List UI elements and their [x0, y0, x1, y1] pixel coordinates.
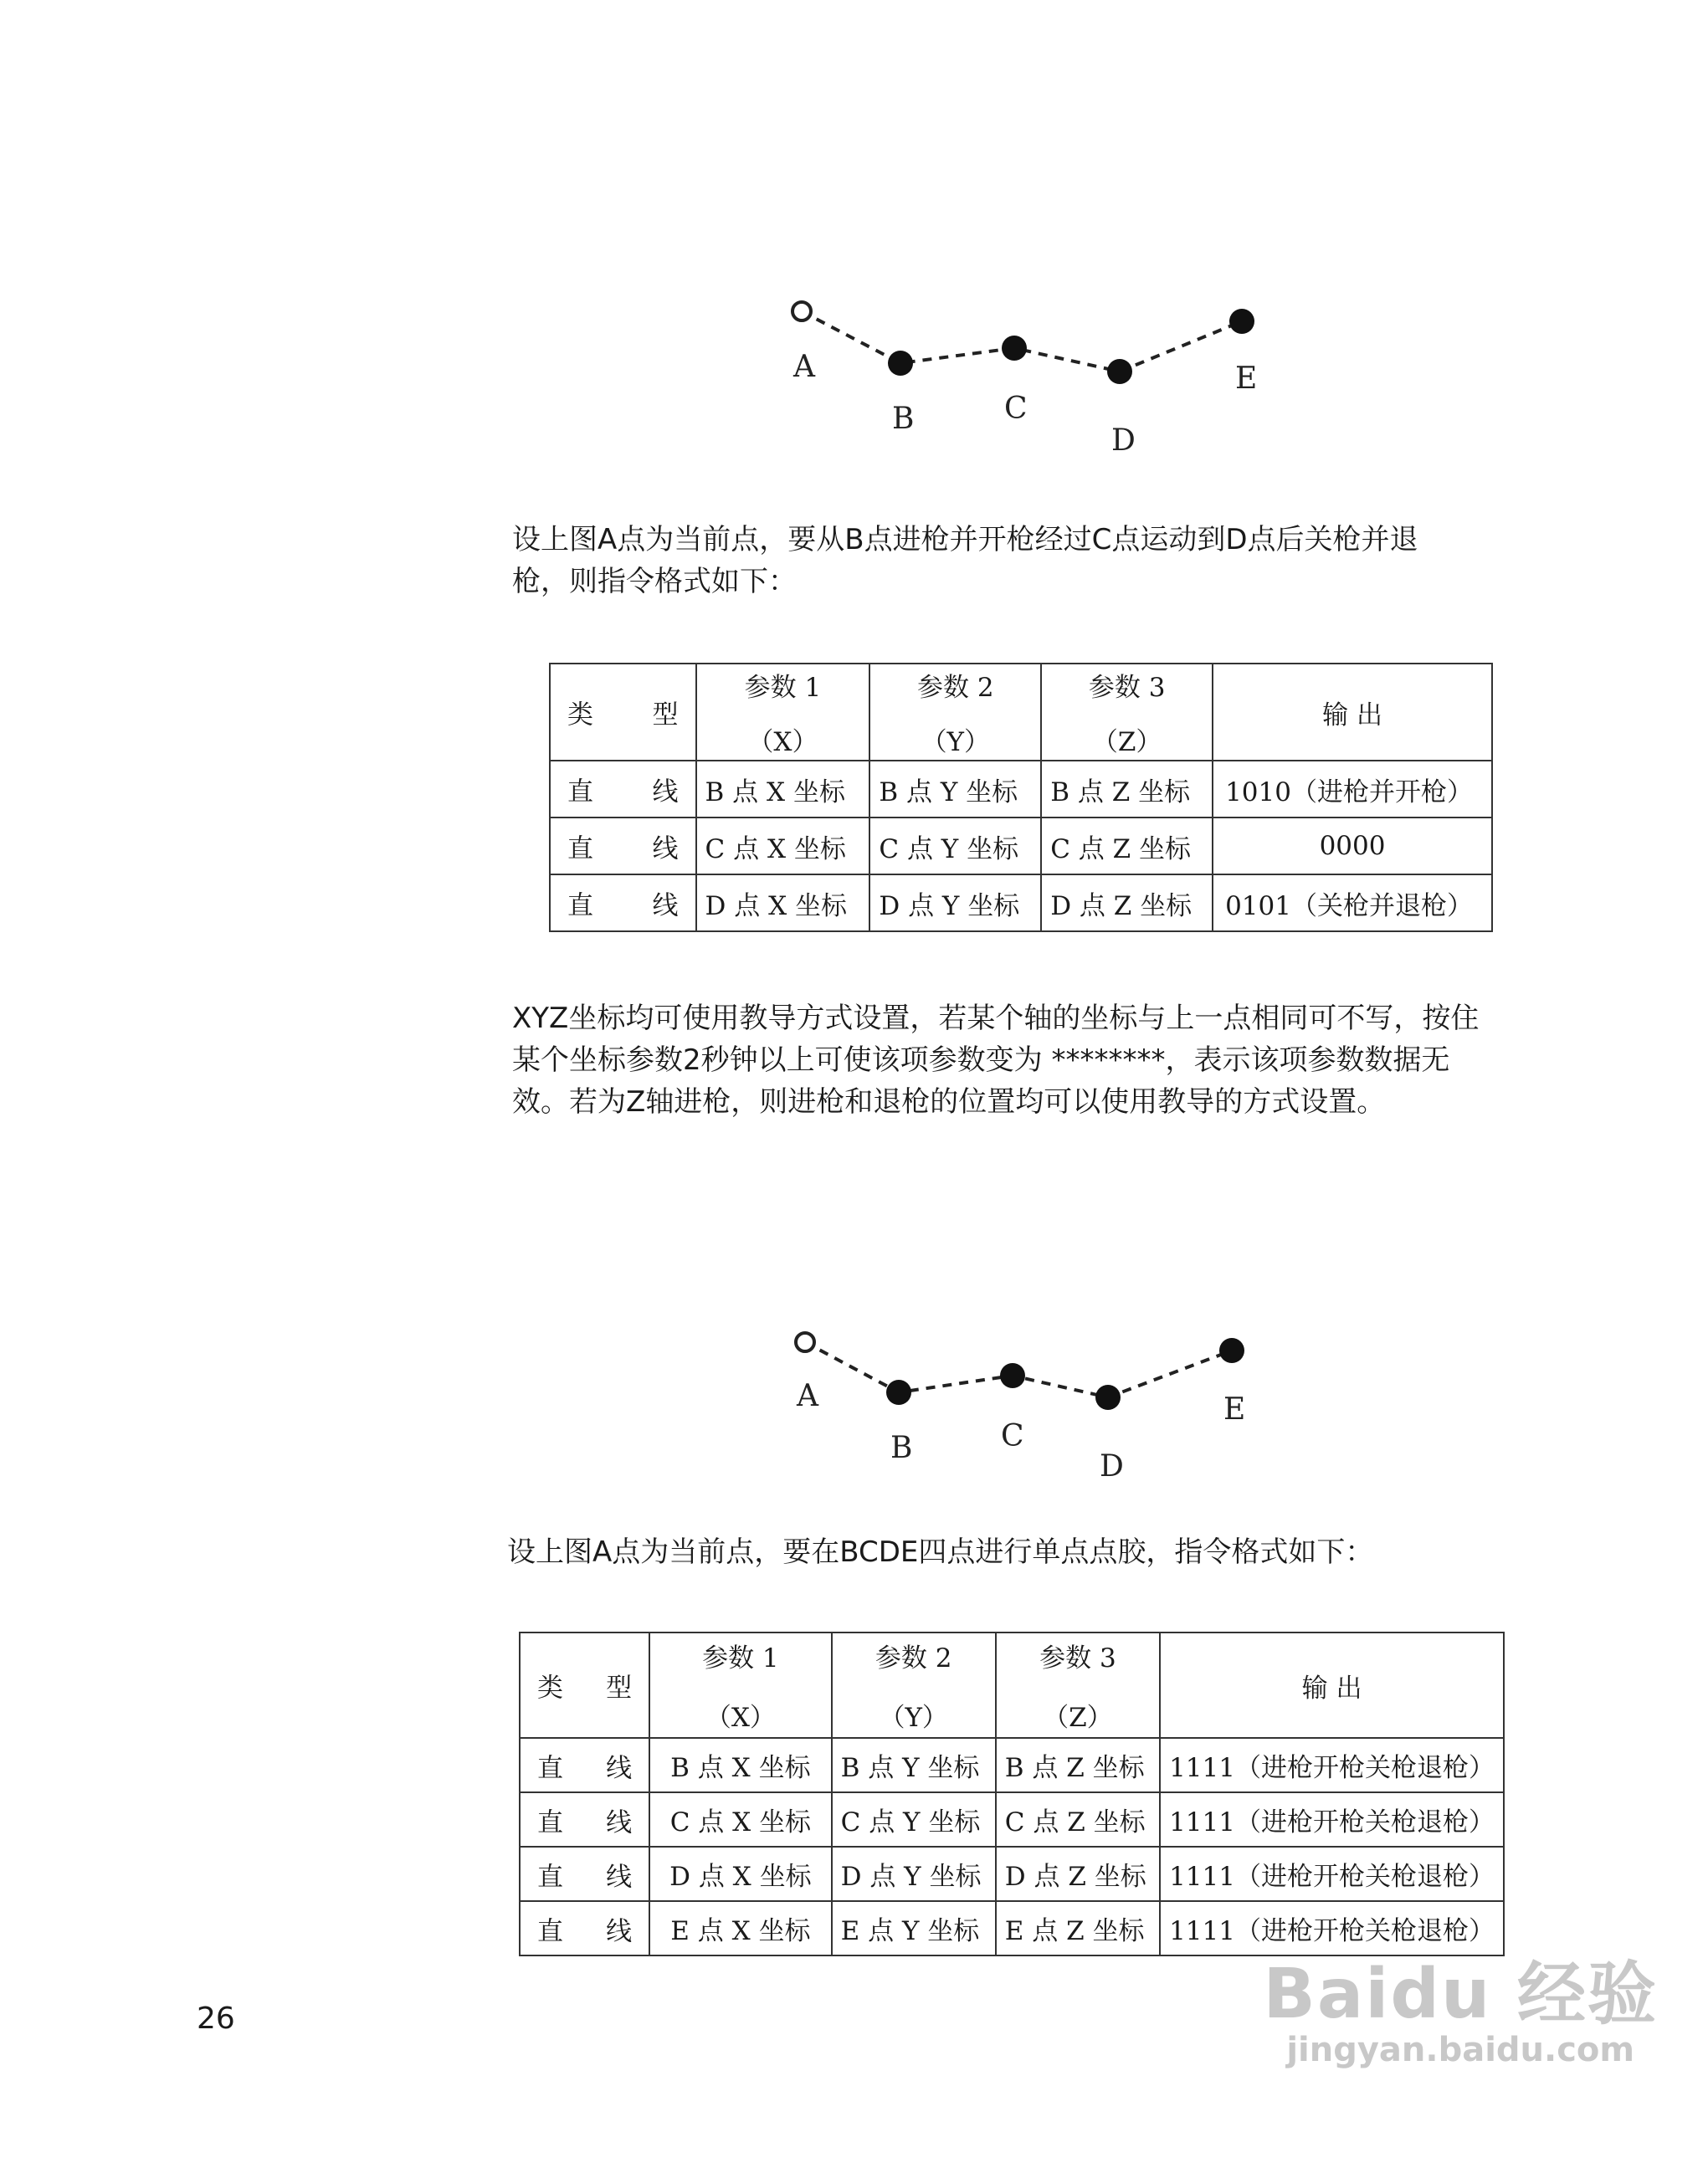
instruction-table-2	[519, 1632, 1505, 1956]
point-e-label: E	[1235, 361, 1258, 396]
cell-z: D 点 Z 坐标	[996, 1847, 1160, 1901]
point-a-label: A	[797, 1379, 818, 1413]
cell-y: E 点 Y 坐标	[832, 1901, 996, 1955]
path-diagram-2	[753, 1314, 1289, 1506]
cell-y: C 点 Y 坐标	[832, 1792, 996, 1847]
paragraph-1	[512, 519, 1418, 602]
table-row	[520, 1792, 1504, 1847]
point-c-label: C	[1001, 1419, 1024, 1453]
table-row	[550, 874, 1492, 931]
point-b-label: B	[892, 402, 915, 436]
cell-output: 0000	[1213, 818, 1492, 874]
cell-x: B 点 X 坐标	[649, 1738, 832, 1792]
cell-type: 直 线	[520, 1738, 649, 1792]
cell-z: B 点 Z 坐标	[996, 1738, 1160, 1792]
cell-z: B 点 Z 坐标	[1041, 761, 1213, 818]
cell-z: C 点 Z 坐标	[1041, 818, 1213, 874]
header-param-2: 参数 2 （Y）	[869, 664, 1041, 761]
baidu-watermark	[1263, 1940, 1658, 2069]
table-row	[520, 1738, 1504, 1792]
cell-x: B 点 X 坐标	[696, 761, 870, 818]
cell-x: D 点 X 坐标	[649, 1847, 832, 1901]
paragraph-2-line-2: 某个坐标参数2秒钟以上可使该项参数变为 ********，表示该项参数数据无	[512, 1043, 1450, 1077]
cell-output: 1010（进枪并开枪）	[1213, 761, 1492, 818]
point-c-marker	[1000, 1363, 1025, 1388]
header-param-1: 参数 1 （X）	[649, 1633, 832, 1738]
table-header-row	[550, 664, 1492, 761]
paragraph-3-line-1: 设上图A点为当前点，要在BCDE四点进行单点点胶，指令格式如下：	[507, 1535, 1374, 1569]
header-output: 输 出	[1213, 664, 1492, 761]
cell-x: C 点 X 坐标	[649, 1792, 832, 1847]
paragraph-2	[512, 997, 1479, 1123]
point-d-marker	[1095, 1385, 1121, 1410]
path-diagram-1	[753, 284, 1289, 477]
cell-y: D 点 Y 坐标	[832, 1847, 996, 1901]
instruction-table-1	[549, 663, 1493, 932]
header-param-3: 参数 3 （Z）	[996, 1633, 1160, 1738]
cell-type: 直 线	[520, 1792, 649, 1847]
point-e-marker	[1229, 309, 1254, 334]
header-param-3: 参数 3 （Z）	[1041, 664, 1213, 761]
cell-x: C 点 X 坐标	[696, 818, 870, 874]
point-c-label: C	[1004, 392, 1028, 426]
cell-x: D 点 X 坐标	[696, 874, 870, 931]
cell-type: 直 线	[550, 874, 696, 931]
page-number: 26	[197, 2002, 235, 2036]
cell-y: B 点 Y 坐标	[832, 1738, 996, 1792]
cell-type: 直 线	[550, 818, 696, 874]
point-c-marker	[1002, 336, 1027, 361]
watermark-url: jingyan.baidu.com	[1286, 2031, 1635, 2069]
table-header-row	[520, 1633, 1504, 1738]
point-d-marker	[1107, 359, 1132, 384]
point-a-marker	[796, 1333, 814, 1351]
cell-y: D 点 Y 坐标	[869, 874, 1041, 931]
cell-type: 直 线	[520, 1901, 649, 1955]
cell-output: 1111（进枪开枪关枪退枪）	[1160, 1847, 1504, 1901]
cell-y: B 点 Y 坐标	[869, 761, 1041, 818]
point-d-label: D	[1111, 423, 1136, 458]
paragraph-1-line-2: 枪，则指令格式如下：	[512, 565, 797, 598]
paragraph-1-line-1: 设上图A点为当前点，要从B点进枪并开枪经过C点运动到D点后关枪并退	[512, 523, 1418, 556]
point-e-marker	[1219, 1338, 1244, 1363]
point-b-marker	[886, 1380, 911, 1405]
point-a-label: A	[793, 350, 815, 384]
paragraph-2-line-3: 效。若为Z轴进枪，则进枪和退枪的位置均可以使用教导的方式设置。	[512, 1085, 1386, 1119]
cell-y: C 点 Y 坐标	[869, 818, 1041, 874]
table-row	[520, 1847, 1504, 1901]
cell-output: 0101（关枪并退枪）	[1213, 874, 1492, 931]
point-d-label: D	[1100, 1449, 1124, 1484]
paragraph-3	[507, 1531, 1373, 1573]
cell-x: E 点 X 坐标	[649, 1901, 832, 1955]
table-row	[550, 818, 1492, 874]
header-output: 输 出	[1160, 1633, 1504, 1738]
cell-z: E 点 Z 坐标	[996, 1901, 1160, 1955]
table-row	[550, 761, 1492, 818]
point-b-label: B	[890, 1431, 913, 1465]
header-param-2: 参数 2 （Y）	[832, 1633, 996, 1738]
cell-output: 1111（进枪开枪关枪退枪）	[1160, 1792, 1504, 1847]
cell-output: 1111（进枪开枪关枪退枪）	[1160, 1738, 1504, 1792]
cell-type: 直 线	[550, 761, 696, 818]
header-type: 类 型	[550, 664, 696, 761]
cell-output: 1111（进枪开枪关枪退枪）	[1160, 1901, 1504, 1955]
cell-z: D 点 Z 坐标	[1041, 874, 1213, 931]
header-param-1: 参数 1 （X）	[696, 664, 870, 761]
point-b-marker	[888, 351, 913, 376]
watermark-brand: Baidu 经验	[1263, 1955, 1658, 2034]
point-a-marker	[792, 302, 811, 320]
point-e-label: E	[1223, 1392, 1246, 1427]
cell-type: 直 线	[520, 1847, 649, 1901]
paragraph-2-line-1: XYZ坐标均可使用教导方式设置，若某个轴的坐标与上一点相同可不写，按住	[512, 1002, 1480, 1035]
cell-z: C 点 Z 坐标	[996, 1792, 1160, 1847]
header-type: 类 型	[520, 1633, 649, 1738]
